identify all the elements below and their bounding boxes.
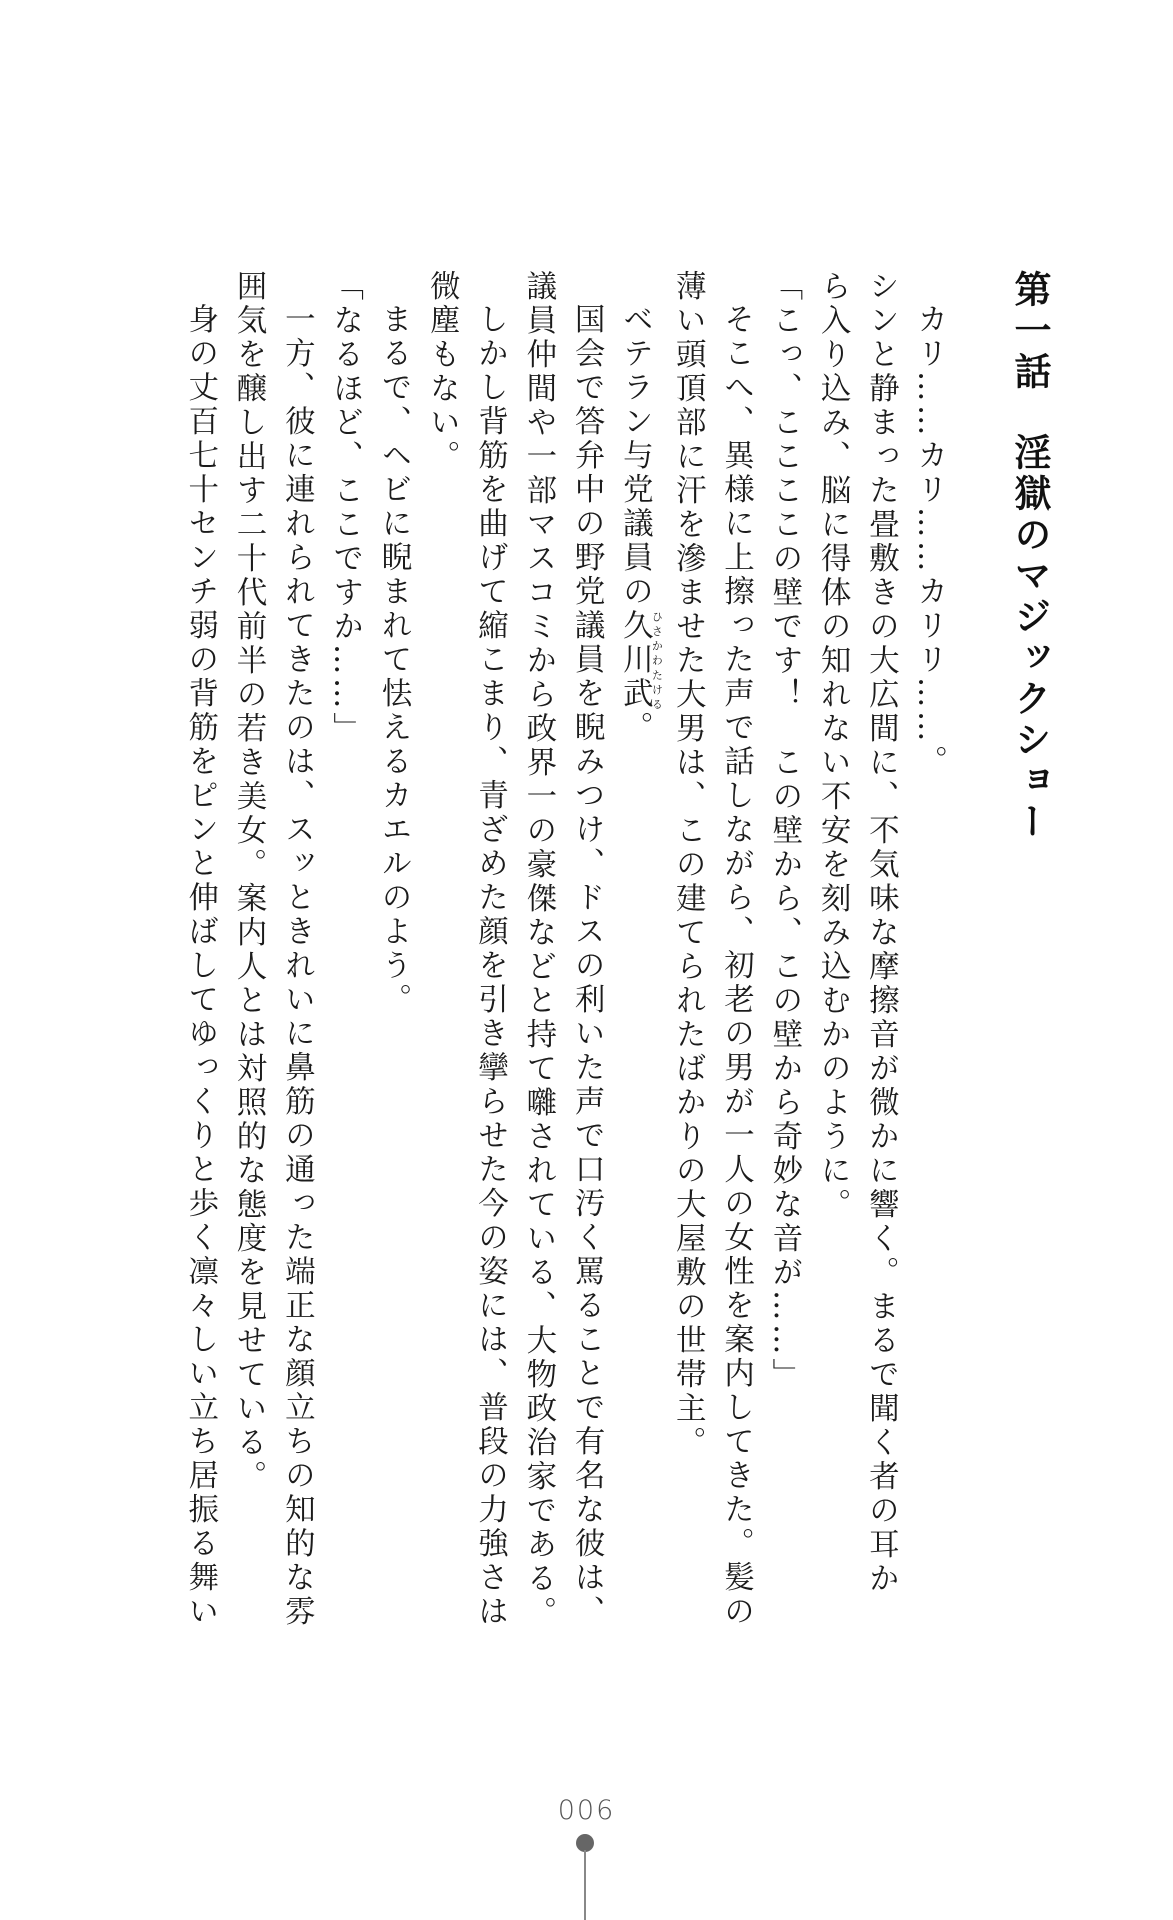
page-marker-line [584, 1850, 586, 1920]
text-line: まるで、ヘビに睨まれて怯えるカエルのよう。 [375, 303, 411, 1017]
chapter-heading [1005, 270, 1053, 1510]
text-line: そこへ、異様に上擦った声で話しながら、初老の男が一人の女性を案内してきた。髪の [718, 303, 754, 1629]
text-line: シンと静まった畳敷きの大広間に、不気味な摩擦音が微かに響く。まるで聞く者の耳か [863, 270, 899, 1596]
text-line: 薄い頭頂部に汗を滲ませた大男は、この建てられたばかりの大屋敷の世帯主。 [670, 270, 706, 1460]
text-line: カリ……カリ……カリリ……。 [911, 303, 947, 779]
text-line: しかし背筋を曲げて縮こまり、青ざめた顔を引き攣らせた今の姿には、普段の力強さは [472, 303, 508, 1629]
text-line: 議員仲間や一部マスコミから政界一の豪傑などと持て囃されている、大物政治家である。 [520, 270, 556, 1630]
chapter-title: 淫獄のマジックショー [1008, 433, 1051, 843]
text-line: 身の丈百七十センチ弱の背筋をピンと伸ばしてゆっくりと歩く凛々しい立ち居振る舞い [182, 303, 218, 1629]
chapter-number: 第一話 [1008, 270, 1051, 393]
text-line: ら入り込み、脳に得体の知れない不安を刻み込むかのように。 [815, 270, 851, 1222]
text-line: 「こっ、ここここの壁です！ この壁から、この壁から奇妙な音が……」 [766, 270, 802, 1392]
text-line: 「なるほど、ここですか……」 [327, 270, 363, 746]
page-number: 006 [557, 1795, 616, 1826]
name-ruby: 久川武ひさかわたける [617, 609, 664, 711]
text-line: 微塵もない。 [424, 270, 460, 474]
text-line: 国会で答弁中の野党議員を睨みつけ、ドスの利いた声で口汚く罵ることで有名な彼は、 [569, 303, 605, 1629]
vertical-text-block [175, 270, 1053, 1630]
text-line: ベテラン与党議員の久川武ひさかわたける。 [617, 303, 664, 745]
text-line: 一方、彼に連れられてきたのは、スッときれいに鼻筋の通った端正な顔立ちの知的な雰 [279, 303, 315, 1629]
text-line: 囲気を醸し出す二十代前半の若き美女。案内人とは対照的な態度を見せている。 [231, 270, 267, 1494]
page-footer [0, 1795, 1173, 1826]
